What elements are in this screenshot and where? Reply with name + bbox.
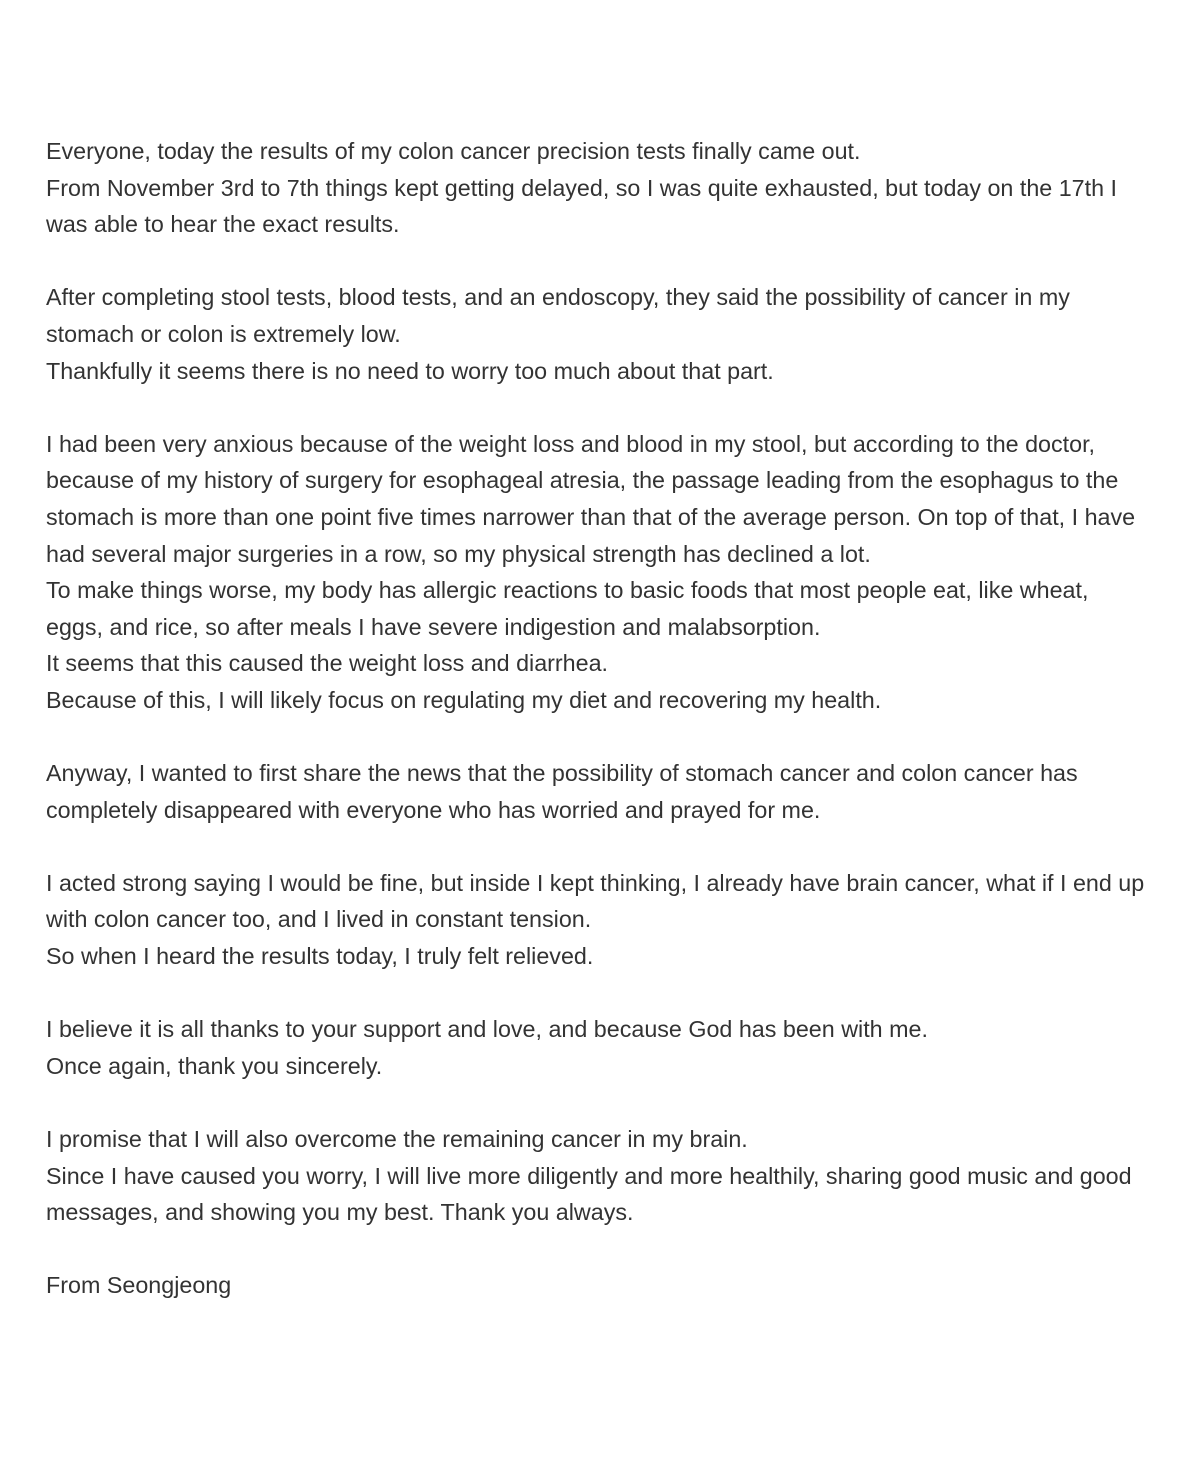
paragraph-doctor-explanation (46, 426, 1151, 719)
document-body (46, 133, 1151, 1304)
paragraph-relief (46, 865, 1151, 975)
text-line: Thankfully it seems there is no need to worry too much about that part. (46, 357, 774, 384)
text-line: Everyone, today the results of my colon cancer precision tests finally came out. (46, 138, 861, 164)
text-line: Since I have caused you worry, I will live more diligently and more healthily, sharing good music and good messages, and showing you my best. Thank you always. (46, 1162, 1139, 1226)
text-line: It seems that this caused the weight loss and diarrhea. (46, 650, 609, 677)
text-line: After completing stool tests, blood tests, and an endoscopy, they said the possibility of cancer in my stomach or colon is extremely low. (46, 284, 1077, 347)
text-line: I believe it is all thanks to your support and love, and because God has been with me. (46, 1016, 928, 1043)
text-line: So when I heard the results today, I truly felt relieved. (46, 943, 594, 970)
text-line: Once again, thank you sincerely. (46, 1052, 383, 1079)
text-line: To make things worse, my body has allergic reactions to basic foods that most people eat, like wheat, eggs, and rice, so after meals I have severe indigestion and malabsorption. (46, 577, 1095, 640)
paragraph-test-results (46, 133, 1151, 243)
text-line: From November 3rd to 7th things kept getting delayed, so I was quite exhausted, but today on the 17th I was able to hear the exact results. (46, 174, 1124, 238)
paragraph-promise (46, 1121, 1151, 1231)
signature: From Seongjeong (46, 1272, 232, 1299)
text-line: I acted strong saying I would be fine, but inside I kept thinking, I already have brain cancer, what if I end up with colon cancer too, and I lived in constant tension. (46, 869, 1151, 933)
text-line: I promise that I will also overcome the remaining cancer in my brain. (46, 1126, 748, 1153)
paragraph-thanks (46, 1011, 1151, 1084)
text-line: I had been very anxious because of the weight loss and blood in my stool, but according to the doctor, because of my history of surgery for esophageal atresia, the passage leading from the esophagus to the stomach is more than one point five times narrower than that of the average person. On top of that, I have had several major surgeries in a row, so my physical strength has declined a lot. (46, 430, 1142, 567)
paragraph-cancer-possibility (46, 279, 1151, 389)
paragraph-share-news (46, 755, 1151, 828)
text-line: Because of this, I will likely focus on regulating my diet and recovering my health. (46, 686, 882, 713)
text-line: Anyway, I wanted to first share the news that the possibility of stomach cancer and colon cancer has completely disappeared with everyone who has worried and prayed for me. (46, 760, 1085, 823)
